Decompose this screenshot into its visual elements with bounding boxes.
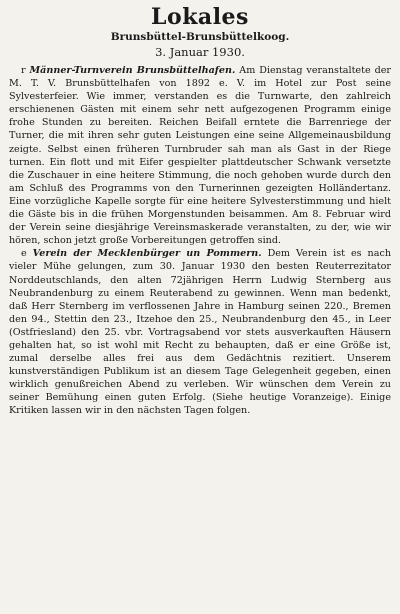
article-mecklenburger	[9, 247, 391, 417]
section-title: Lokales	[151, 4, 249, 30]
article-heading: Männer-Turnverein Brunsbüttelhafen.	[29, 65, 236, 76]
article-prefix: e	[21, 248, 27, 260]
masthead	[9, 4, 391, 60]
article-heading: Verein der Mecklenbürger un Pommern.	[32, 248, 262, 260]
section-subtitle: Brunsbüttel-Brunsbüttelkoog.	[110, 31, 290, 43]
issue-date: 3. Januar 1930.	[155, 45, 245, 59]
article-body: Am Dienstag veranstaltete der M. T. V. Brunsbüttelhafen von 1892 e. V. im Hotel zur Post seine Sylvesterfeier. Wie immer, verstanden es die Turnwarte, den zahlreich erschienenen Gästen mit einem sehr nett aufgezogenen Programm einige frohe Stunden zu bereiten. Reichen Beifall erntete die Barrenriege der Turner, die mit ihren sehr guten Leistungen eine seine Allgemeinausbildung zeigte. Selbst einen früheren Turnbruder sah man als Gast in der Riege turnen. Ein flott und mit Eifer gespielter plattdeutscher Schwank versetzte die Zuschauer in eine heitere Stimmung, die noch gehoben wurde durch den am Schluß des Programms von den Turnerinnen gezeigten Holländertanz. Eine vorzügliche Kapelle sorgte für eine heitere Sylvesterstimmung und hielt die Gäste bis in die frühen Morgenstunden beisammen. Am 8. Februar wird der Verein seine diesjährige Vereinsmaskerade veranstalten, zu der, wie wir hören, schon jetzt große Vorbereitungen getroffen sind.	[9, 65, 391, 247]
article-turnverein	[9, 64, 391, 247]
article-body: Dem Verein ist es nach vieler Mühe gelungen, zum 30. Januar 1930 den besten Reuterrezitator Norddeutschlands, den alten 72jährigen Herrn Ludwig Sternberg aus Neubrandenburg zu einem Reuterabend zu gewinnen. Wenn man bedenkt, daß Herr Sternberg im verflossenen Jahre in Hamburg seinen 220., Bremen den 94., Stettin den 23., Itzehoe den 25., Neubrandenburg den 45., in Leer (Ostfriesland) den 25. vbr. Vortragsabend vor stets ausverkauften Häusern gehalten hat, so ist wohl mit Recht zu behaupten, daß er eine Größe ist, zumal derselbe alles frei aus dem Gedächtnis rezitiert. Unserem kunstverständigen Publikum ist an diesem Tage Gelegenheit gegeben, einen wirklich genußreichen Abend zu verleben. Wir wünschen dem Verein zu seiner Bemühung einen guten Erfolg. (Siehe heutige Voranzeige). Einige Kritiken lassen wir in den nächsten Tagen folgen.	[9, 248, 391, 417]
article-prefix: r	[21, 65, 26, 76]
